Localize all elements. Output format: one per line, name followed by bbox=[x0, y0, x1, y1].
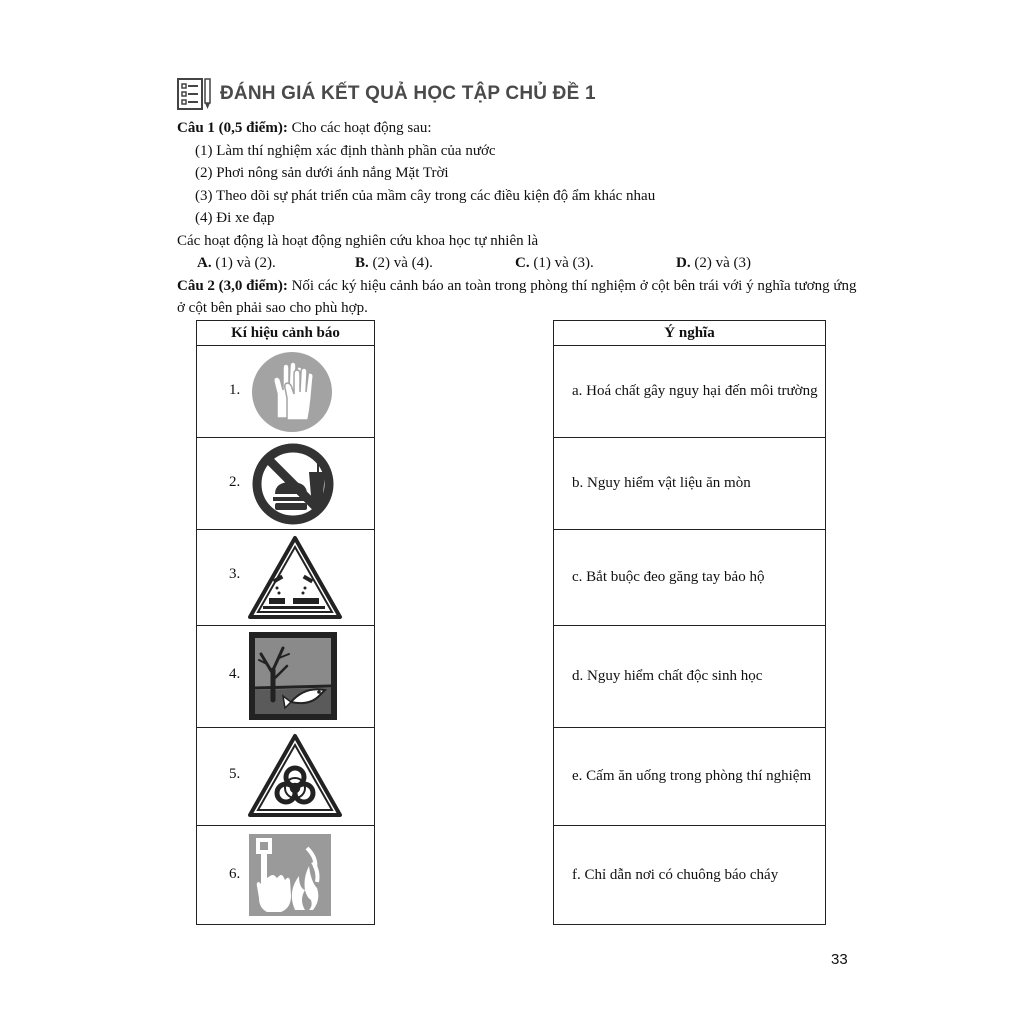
q2-label: Câu 2 (3,0 điểm): bbox=[177, 278, 288, 294]
fire-alarm-icon bbox=[247, 832, 333, 918]
q1-answer-c bbox=[515, 253, 594, 273]
q2-text: Nối các ký hiệu cảnh báo an toàn trong phòng thí nghiệm ở cột bên trái với ý nghĩa tương ứng bbox=[291, 278, 857, 294]
q2-text-line2: ở cột bên phải sao cho phù hợp. bbox=[177, 300, 368, 316]
q1-answer-d bbox=[676, 253, 751, 273]
symbol-row bbox=[197, 438, 375, 530]
meaning-row: f. Chỉ dẫn nơi có chuông báo cháy bbox=[554, 826, 826, 925]
page-number: 33 bbox=[831, 951, 848, 968]
meaning-row: e. Cấm ăn uống trong phòng thí nghiệm bbox=[554, 728, 826, 826]
symbol-number: 3. bbox=[229, 566, 241, 582]
meaning-row: c. Bắt buộc đeo găng tay bảo hộ bbox=[554, 530, 826, 626]
gloves-icon bbox=[247, 350, 333, 434]
symbol-number: 6. bbox=[229, 866, 241, 882]
section-title: ĐÁNH GIÁ KẾT QUẢ HỌC TẬP CHỦ ĐỀ 1 bbox=[220, 83, 596, 104]
q1-answer-b bbox=[355, 253, 433, 273]
q2-intro bbox=[177, 276, 857, 296]
symbol-row bbox=[197, 530, 375, 626]
q1-item-1: (1) Làm thí nghiệm xác định thành phần của nước bbox=[195, 143, 496, 159]
q1-prompt: Các hoạt động là hoạt động nghiên cứu khoa học tự nhiên là bbox=[177, 233, 539, 249]
answer-letter: A. bbox=[197, 255, 212, 271]
symbol-number: 2. bbox=[229, 474, 241, 490]
answer-text: (1) và (3). bbox=[533, 255, 594, 271]
no-eating-drinking-icon bbox=[247, 442, 343, 526]
meaning-row: d. Nguy hiểm chất độc sinh học bbox=[554, 626, 826, 728]
symbol-number: 5. bbox=[229, 766, 241, 782]
meanings-header: Ý nghĩa bbox=[554, 321, 826, 346]
q1-label: Câu 1 (0,5 điểm): bbox=[177, 120, 288, 136]
answer-text: (2) và (3) bbox=[694, 255, 751, 271]
q1-text: Cho các hoạt động sau: bbox=[291, 120, 432, 136]
symbol-row bbox=[197, 346, 375, 438]
q1-answer-a bbox=[197, 253, 276, 273]
symbols-table bbox=[196, 320, 375, 925]
symbol-row bbox=[197, 626, 375, 728]
answer-letter: D. bbox=[676, 255, 691, 271]
symbol-number: 1. bbox=[229, 382, 241, 398]
symbol-number: 4. bbox=[229, 666, 241, 682]
symbol-row bbox=[197, 826, 375, 925]
q1-item-3: (3) Theo dõi sự phát triển của mầm cây trong các điều kiện độ ẩm khác nhau bbox=[195, 188, 656, 204]
checklist-pencil-icon bbox=[176, 76, 212, 112]
biohazard-icon bbox=[247, 733, 343, 819]
answer-text: (1) và (2). bbox=[215, 255, 276, 271]
symbols-header: Kí hiệu cảnh báo bbox=[197, 321, 375, 346]
answer-text: (2) và (4). bbox=[372, 255, 433, 271]
meaning-row: b. Nguy hiểm vật liệu ăn mòn bbox=[554, 438, 826, 530]
q1-intro bbox=[177, 118, 432, 138]
environmental-hazard-icon bbox=[247, 630, 339, 722]
section-header bbox=[176, 76, 596, 112]
q1-item-2: (2) Phơi nông sản dưới ánh nắng Mặt Trời bbox=[195, 165, 449, 181]
meaning-row: a. Hoá chất gây nguy hại đến môi trường bbox=[554, 346, 826, 438]
answer-letter: C. bbox=[515, 255, 530, 271]
meanings-table bbox=[553, 320, 826, 925]
answer-letter: B. bbox=[355, 255, 369, 271]
symbol-row bbox=[197, 728, 375, 826]
corrosive-icon bbox=[247, 535, 343, 621]
q1-item-4: (4) Đi xe đạp bbox=[195, 210, 275, 226]
